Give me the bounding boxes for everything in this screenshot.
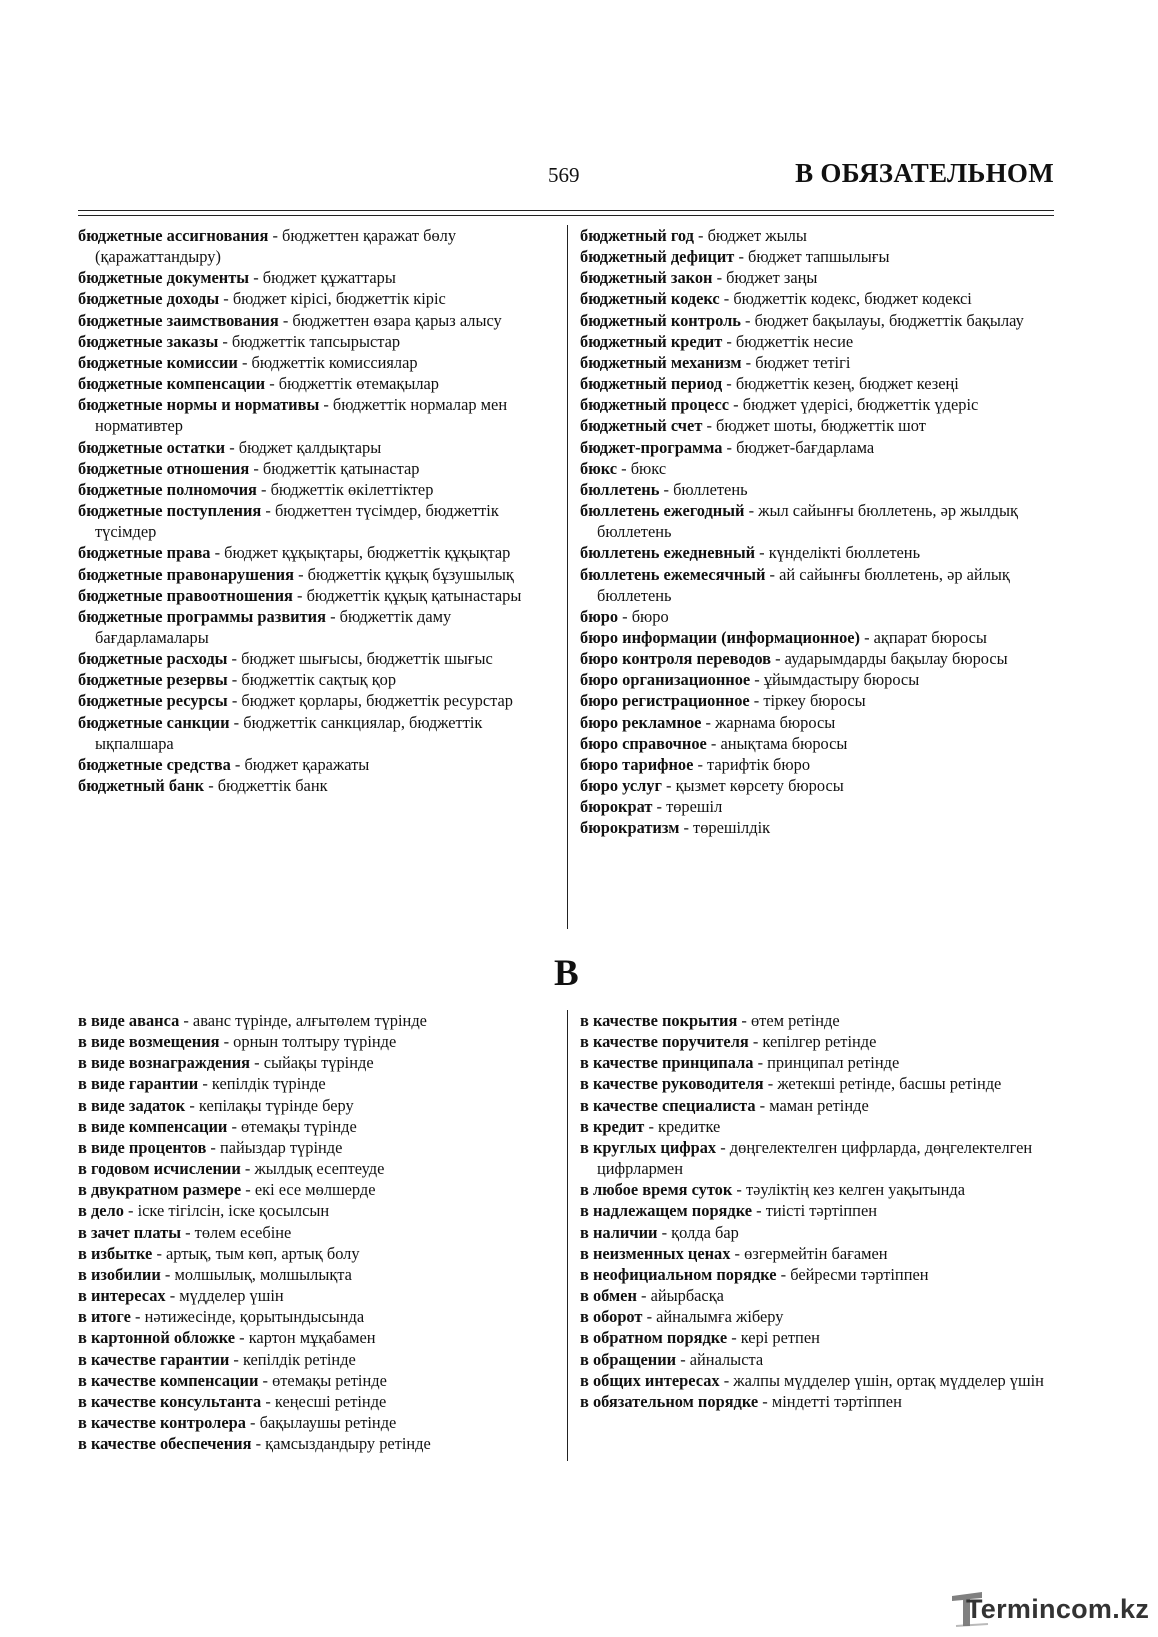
- entry-definition: аударымдарды бақылау бюросы: [784, 649, 1008, 669]
- dictionary-entry: бюджетные полномочия - бюджеттік өкілеттіктер: [78, 479, 434, 499]
- entry-term: бюкс: [580, 458, 618, 478]
- entry-term: в обмен: [580, 1286, 637, 1306]
- dictionary-entry: бюджетные резервы - бюджеттік сақтық қор: [78, 670, 397, 690]
- dictionary-entry: бюджетные ассигнования - бюджеттен қаражат бөлу (қаражаттандыру): [78, 226, 457, 267]
- entry-definition: тәуліктің кез келген уақытында: [745, 1180, 966, 1200]
- dictionary-entry: бюджетные ресурсы - бюджет қорлары, бюджеттік ресурстар: [78, 691, 513, 711]
- dictionary-entry: в обмен - айырбасқа: [580, 1286, 724, 1306]
- dictionary-entry: в надлежащем порядке - тиісті тәртіппен: [580, 1201, 877, 1221]
- entry-term: бюджетные заказы: [78, 331, 219, 351]
- entry-definition: бюджет кірісі, бюджеттік кіріс: [232, 289, 446, 309]
- dictionary-entry: бюджетный закон - бюджет заңы: [580, 268, 818, 288]
- dictionary-entry: в качестве принципала - принципал ретінде: [580, 1053, 900, 1073]
- dictionary-entry: бюджетные отношения - бюджеттік қатынастар: [78, 458, 420, 478]
- entry-term: бюджетные ассигнования: [78, 226, 269, 245]
- entry-term: в виде возмещения: [78, 1032, 220, 1052]
- entry-definition: бейресми тәртіппен: [790, 1264, 929, 1284]
- dictionary-entry: бюджетный механизм - бюджет тетігі: [580, 352, 851, 372]
- entry-definition: тиісті тәртіппен: [765, 1201, 877, 1221]
- dictionary-entry: бюджетные права - бюджет құқықтары, бюджеттік құқықтар: [78, 543, 511, 563]
- dictionary-entry: бюджет-программа - бюджет-бағдарлама: [580, 437, 875, 457]
- entry-term: бюро информации (информационное): [580, 627, 860, 647]
- entry-term: бюро контроля переводов: [580, 649, 772, 669]
- entry-term: бюджетные санкции: [78, 712, 230, 732]
- header-rule-thin: [78, 215, 1054, 216]
- dictionary-entry: бюро - бюро: [580, 606, 669, 626]
- entry-term: бюджетные резервы: [78, 670, 228, 690]
- dictionary-entry: бюджетные санкции - бюджеттік санкциялар, бюджеттік ықпалшара: [78, 712, 483, 753]
- column-divider-bottom: [567, 1010, 568, 1461]
- entry-definition: бюджеттік нормалар мен нормативтер: [95, 395, 508, 436]
- entry-term: бюджетные средства: [78, 754, 231, 774]
- entry-term: в качестве руководителя: [580, 1074, 764, 1094]
- entry-definition: бюджет қорлары, бюджеттік ресурстар: [241, 691, 513, 711]
- entry-term: бюджетный год: [580, 226, 694, 245]
- dictionary-entry: бюллетень ежедневный - күнделікті бюллетень: [580, 543, 921, 563]
- dictionary-entry: бюрократ - төрешіл: [580, 797, 723, 817]
- dictionary-entry: бюллетень ежегодный - жыл сайынғы бюллетень, әр жылдық бюллетень: [580, 501, 1018, 542]
- dictionary-entry: в избытке - артық, тым көп, артық болу: [78, 1243, 360, 1263]
- entry-term: бюллетень: [580, 479, 660, 499]
- entry-term: в обратном порядке: [580, 1328, 728, 1348]
- entry-term: бюджетный дефицит: [580, 247, 735, 267]
- entry-term: в виде процентов: [78, 1137, 207, 1157]
- dictionary-entry: бюджетные заимствования - бюджеттен өзара қарыз алысу: [78, 310, 502, 330]
- entry-term: бюджетный период: [580, 374, 723, 394]
- entry-definition: кредитке: [658, 1116, 721, 1136]
- dictionary-entry: бюро контроля переводов - аударымдарды бақылау бюросы: [580, 649, 1008, 669]
- dictionary-entry: бюрократизм - төрешілдік: [580, 818, 771, 838]
- entry-term: бюллетень ежедневный: [580, 543, 756, 563]
- entry-term: бюро: [580, 606, 619, 626]
- dictionary-entry: в неизменных ценах - өзгермейтін бағамен: [580, 1243, 888, 1263]
- entry-term: в зачет платы: [78, 1222, 182, 1242]
- entry-definition: дөңгелектелген цифрларда, дөңгелектелген цифрлармен: [597, 1137, 1033, 1179]
- entry-term: бюджетный счет: [580, 416, 703, 436]
- entry-term: в любое время суток: [580, 1180, 733, 1200]
- entry-term: в виде компенсации: [78, 1116, 228, 1136]
- entry-term: бюджетные компенсации: [78, 374, 266, 394]
- entry-definition: бюджеттен қаражат бөлу (қаражаттандыру): [95, 226, 457, 267]
- entry-term: в качестве обеспечения: [78, 1434, 252, 1454]
- entry-definition: күнделікті бюллетень: [768, 543, 921, 563]
- entry-definition: аванс түрінде, алғытөлем түрінде: [192, 1011, 427, 1030]
- entry-term: бюджетные доходы: [78, 289, 220, 309]
- dictionary-entry: в качестве руководителя - жетекші ретінде, басшы ретінде: [580, 1074, 1002, 1094]
- dictionary-entry: бюджетные программы развития - бюджеттік даму бағдарламалары: [78, 606, 452, 647]
- entry-definition: айналымға жіберу: [656, 1307, 784, 1327]
- entry-term: бюллетень ежегодный: [580, 501, 745, 521]
- dictionary-entry: в обязательном порядке - міндетті тәртіппен: [580, 1391, 902, 1411]
- dictionary-entry: бюджетные средства - бюджет қаражаты: [78, 754, 370, 774]
- dictionary-entry: бюджетные правоотношения - бюджеттік құқық қатынастары: [78, 585, 522, 605]
- entry-term: в качестве принципала: [580, 1053, 754, 1073]
- dictionary-entry: в общих интересах - жалпы мүдделер үшін, ортақ мүдделер үшін: [580, 1370, 1044, 1390]
- dictionary-entry: в качестве гарантии - кепілдік ретінде: [78, 1349, 356, 1369]
- entry-definition: міндетті тәртіппен: [771, 1391, 902, 1411]
- dictionary-entry: бюджетные расходы - бюджет шығысы, бюджеттік шығыс: [78, 649, 493, 669]
- entry-term: в виде вознаграждения: [78, 1053, 251, 1073]
- entry-definition: бюджеттік құқық бұзушылық: [307, 564, 514, 584]
- entry-term: в обращении: [580, 1349, 677, 1369]
- entry-definition: өтем ретінде: [750, 1011, 840, 1030]
- dictionary-entry: бюджетный кодекс - бюджеттік кодекс, бюджет кодексі: [580, 289, 972, 309]
- dictionary-entry: бюджетные заказы - бюджеттік тапсырыстар: [78, 331, 401, 351]
- dictionary-entry: в годовом исчислении - жылдық есептеуде: [78, 1159, 385, 1179]
- entry-definition: айналыста: [689, 1349, 764, 1369]
- dictionary-entry: бюджетные правонарушения - бюджеттік құқық бұзушылық: [78, 564, 514, 584]
- entry-definition: айырбасқа: [650, 1286, 724, 1306]
- entry-definition: бюджеттік өтемақылар: [278, 374, 439, 394]
- entry-term: бюджетные нормы и нормативы: [78, 395, 320, 415]
- dictionary-entry: бюджетные компенсации - бюджеттік өтемақылар: [78, 374, 439, 394]
- entry-term: в качестве специалиста: [580, 1095, 756, 1115]
- dictionary-entry: в зачет платы - төлем есебіне: [78, 1222, 292, 1242]
- dictionary-entry: в качестве специалиста - маман ретінде: [580, 1095, 869, 1115]
- entry-term: бюджет-программа: [580, 437, 723, 457]
- entry-term: в обязательном порядке: [580, 1391, 759, 1411]
- dictionary-entry: в виде процентов - пайыздар түрінде: [78, 1137, 343, 1157]
- entry-definition: іске тігілсін, іске қосылсын: [137, 1201, 330, 1221]
- column-left-top: [78, 225, 553, 796]
- dictionary-entry: бюро организационное - ұйымдастыру бюросы: [580, 670, 920, 690]
- entry-term: в виде аванса: [78, 1011, 180, 1030]
- entry-term: бюрократизм: [580, 818, 680, 838]
- dictionary-entry: в изобилии - молшылық, молшылықта: [78, 1264, 352, 1284]
- dictionary-entry: в виде задаток - кепілақы түрінде беру: [78, 1095, 354, 1115]
- entry-definition: бюджеттік құқық қатынастары: [306, 585, 522, 605]
- entry-term: бюрократ: [580, 797, 653, 817]
- dictionary-entry: бюро регистрационное - тіркеу бюросы: [580, 691, 866, 711]
- entry-definition: бюджеттік санкциялар, бюджеттік ықпалшара: [95, 712, 483, 753]
- entry-definition: бюджет құқықтары, бюджеттік құқықтар: [224, 543, 511, 563]
- dictionary-entry: бюро информации (информационное) - ақпарат бюросы: [580, 627, 987, 647]
- entry-term: бюджетные права: [78, 543, 211, 563]
- entry-definition: жетекші ретінде, басшы ретінде: [777, 1074, 1002, 1094]
- entry-definition: пайыздар түрінде: [219, 1137, 343, 1157]
- entry-term: в качестве поручителя: [580, 1032, 749, 1052]
- entry-definition: бюджеттік кодекс, бюджет кодексі: [733, 289, 972, 309]
- dictionary-entry: в виде компенсации - өтемақы түрінде: [78, 1116, 357, 1136]
- entry-term: в оборот: [580, 1307, 643, 1327]
- entry-term: бюджетные правонарушения: [78, 564, 294, 584]
- dictionary-entry: бюро услуг - қызмет көрсету бюросы: [580, 776, 844, 796]
- entry-definition: жарнама бюросы: [715, 712, 836, 732]
- column-left-bottom: [78, 1010, 553, 1454]
- watermark-logo: [948, 1586, 1148, 1632]
- dictionary-entry: бюджетный год - бюджет жылы: [580, 226, 807, 245]
- entry-term: бюро тарифное: [580, 754, 694, 774]
- dictionary-entry: в неофициальном порядке - бейресми тәртіппен: [580, 1264, 929, 1284]
- dictionary-entry: бюджетный кредит - бюджеттік несие: [580, 331, 854, 351]
- dictionary-entry: в наличии - қолда бар: [580, 1222, 739, 1242]
- dictionary-entry: бюджетные доходы - бюджет кірісі, бюджеттік кіріс: [78, 289, 446, 309]
- entry-definition: бюджет тапшылығы: [748, 247, 890, 267]
- entry-definition: өзгермейтін бағамен: [744, 1243, 888, 1263]
- dictionary-entry: в кредит - кредитке: [580, 1116, 721, 1136]
- entry-term: в общих интересах: [580, 1370, 720, 1390]
- entry-term: в виде задаток: [78, 1095, 186, 1115]
- entry-definition: кері ретпен: [740, 1328, 820, 1348]
- dictionary-entry: бюджетные документы - бюджет құжаттары: [78, 268, 396, 288]
- entry-term: в круглых цифрах: [580, 1137, 717, 1157]
- entry-definition: жылдық есептеуде: [254, 1159, 385, 1179]
- entry-term: в изобилии: [78, 1264, 161, 1284]
- entry-term: бюллетень ежемесячный: [580, 564, 766, 584]
- dictionary-entry: бюджетные поступления - бюджеттен түсімдер, бюджеттік түсімдер: [78, 501, 499, 542]
- entry-definition: төрешіл: [666, 797, 723, 817]
- entry-definition: бюджеттік өкілеттіктер: [270, 479, 434, 499]
- entry-definition: бюджет жылы: [707, 226, 807, 245]
- entry-term: бюджетный кодекс: [580, 289, 720, 309]
- dictionary-entry: бюро справочное - анықтама бюросы: [580, 733, 848, 753]
- entry-definition: сыйақы түрінде: [263, 1053, 374, 1073]
- entry-term: в качестве консультанта: [78, 1391, 262, 1411]
- entry-definition: мүдделер үшін: [179, 1286, 284, 1306]
- entry-definition: бюджет-бағдарлама: [736, 437, 875, 457]
- entry-term: бюджетные расходы: [78, 649, 228, 669]
- entry-term: бюджетные поступления: [78, 501, 262, 521]
- entry-term: бюро рекламное: [580, 712, 702, 732]
- entry-term: в итоге: [78, 1307, 131, 1327]
- entry-term: в наличии: [580, 1222, 658, 1242]
- entry-term: в двукратном размере: [78, 1180, 242, 1200]
- entry-definition: кепілгер ретінде: [762, 1032, 877, 1052]
- entry-term: бюджетный механизм: [580, 352, 742, 372]
- dictionary-entry: в виде вознаграждения - сыйақы түрінде: [78, 1053, 374, 1073]
- dictionary-entry: в оборот - айналымға жіберу: [580, 1307, 784, 1327]
- entry-definition: молшылық, молшылықта: [174, 1264, 352, 1284]
- dictionary-entry: бюджетный счет - бюджет шоты, бюджеттік шот: [580, 416, 926, 436]
- entry-definition: бюджеттен өзара қарыз алысу: [292, 310, 502, 330]
- entry-term: бюджетный банк: [78, 776, 205, 796]
- entry-definition: бюджет құжаттары: [262, 268, 396, 288]
- dictionary-entry: бюджетный дефицит - бюджет тапшылығы: [580, 247, 890, 267]
- dictionary-entry: бюллетень - бюллетень: [580, 479, 748, 499]
- entry-term: бюро услуг: [580, 776, 662, 796]
- entry-term: бюро справочное: [580, 733, 707, 753]
- entry-definition: бюджеттік кезең, бюджет кезеңі: [735, 374, 959, 394]
- dictionary-entry: в качестве контролера - бақылаушы ретінде: [78, 1412, 397, 1432]
- dictionary-entry: в качестве консультанта - кеңесші ретінде: [78, 1391, 387, 1411]
- dictionary-entry: в обратном порядке - кері ретпен: [580, 1328, 820, 1348]
- entry-definition: ай сайынғы бюллетень, әр айлық бюллетень: [597, 564, 1010, 605]
- entry-definition: кеңесші ретінде: [274, 1391, 387, 1411]
- dictionary-entry: в двукратном размере - екі есе мөлшерде: [78, 1180, 376, 1200]
- dictionary-entry: бюллетень ежемесячный - ай сайынғы бюллетень, әр айлық бюллетень: [580, 564, 1010, 605]
- entry-definition: төлем есебіне: [194, 1222, 292, 1242]
- dictionary-entry: бюджетный период - бюджеттік кезең, бюджет кезеңі: [580, 374, 959, 394]
- dictionary-entry: в обращении - айналыста: [580, 1349, 764, 1369]
- entry-definition: қолда бар: [671, 1222, 739, 1242]
- dictionary-entry: в качестве покрытия - өтем ретінде: [580, 1011, 840, 1030]
- entry-definition: бюллетень: [673, 479, 748, 499]
- dictionary-entry: бюро рекламное - жарнама бюросы: [580, 712, 836, 732]
- entry-definition: жалпы мүдделер үшін, ортақ мүдделер үшін: [733, 1370, 1044, 1390]
- entry-term: бюджетный процесс: [580, 395, 730, 415]
- entry-term: в качестве контролера: [78, 1412, 246, 1432]
- entry-definition: кепілақы түрінде беру: [198, 1095, 354, 1115]
- entry-definition: анықтама бюросы: [720, 733, 848, 753]
- entry-definition: төрешілдік: [693, 818, 771, 838]
- dictionary-entry: в качестве поручителя - кепілгер ретінде: [580, 1032, 877, 1052]
- column-right-top: [580, 225, 1050, 839]
- entry-definition: ұйымдастыру бюросы: [763, 670, 920, 690]
- dictionary-entry: бюро тарифное - тарифтік бюро: [580, 754, 811, 774]
- entry-definition: бюджет заңы: [726, 268, 818, 288]
- entry-definition: маман ретінде: [769, 1095, 869, 1115]
- entry-definition: орнын толтыру түрінде: [233, 1032, 397, 1052]
- entry-definition: бюджет қаражаты: [244, 754, 370, 774]
- entry-definition: бюджеттен түсімдер, бюджеттік түсімдер: [95, 501, 499, 542]
- entry-definition: картон мұқабамен: [248, 1328, 376, 1348]
- entry-term: в неофициальном порядке: [580, 1264, 777, 1284]
- entry-definition: артық, тым көп, артық болу: [166, 1243, 360, 1263]
- entry-term: бюджетные правоотношения: [78, 585, 293, 605]
- entry-definition: принципал ретінде: [767, 1053, 900, 1073]
- dictionary-entry: в качестве обеспечения - қамсыздандыру ретінде: [78, 1434, 431, 1454]
- entry-definition: бюджет бақылауы, бюджеттік бақылау: [754, 310, 1024, 330]
- dictionary-entry: в качестве компенсации - өтемақы ретінде: [78, 1370, 387, 1390]
- entry-term: в избытке: [78, 1243, 153, 1263]
- entry-definition: бюджеттік банк: [217, 776, 328, 796]
- entry-definition: бюджеттік даму бағдарламалары: [95, 606, 452, 647]
- entry-term: бюджетные полномочия: [78, 479, 257, 499]
- entry-term: в кредит: [580, 1116, 645, 1136]
- entry-term: в надлежащем порядке: [580, 1201, 753, 1221]
- entry-definition: бюджеттік қатынастар: [262, 458, 420, 478]
- entry-term: в качестве гарантии: [78, 1349, 230, 1369]
- entry-term: в виде гарантии: [78, 1074, 199, 1094]
- entry-term: в неизменных ценах: [580, 1243, 731, 1263]
- entry-term: бюджетные документы: [78, 268, 250, 288]
- entry-definition: бюджет шығысы, бюджеттік шығыс: [241, 649, 493, 669]
- entry-definition: бюджеттік комиссиялар: [251, 352, 418, 372]
- dictionary-entry: бюджетный процесс - бюджет үдерісі, бюджеттік үдеріс: [580, 395, 979, 415]
- entry-definition: бюкс: [630, 458, 667, 478]
- entry-term: бюджетные заимствования: [78, 310, 279, 330]
- dictionary-entry: в интересах - мүдделер үшін: [78, 1286, 284, 1306]
- dictionary-entry: в виде аванса - аванс түрінде, алғытөлем түрінде: [78, 1011, 427, 1030]
- dictionary-entry: бюджетные остатки - бюджет қалдықтары: [78, 437, 382, 457]
- entry-definition: бюджет шоты, бюджеттік шот: [716, 416, 926, 436]
- dictionary-entry: в итоге - нәтижесінде, қорытындысында: [78, 1307, 365, 1327]
- entry-definition: қызмет көрсету бюросы: [675, 776, 844, 796]
- entry-term: бюджетные программы развития: [78, 606, 326, 626]
- dictionary-entry: бюджетный банк - бюджеттік банк: [78, 776, 328, 796]
- entry-definition: өтемақы түрінде: [241, 1116, 357, 1136]
- entry-definition: нәтижесінде, қорытындысында: [144, 1307, 365, 1327]
- entry-term: бюджетный закон: [580, 268, 713, 288]
- entry-definition: кепілдік ретінде: [242, 1349, 356, 1369]
- entry-term: бюджетные комиссии: [78, 352, 238, 372]
- column-divider-top: [567, 225, 568, 929]
- section-letter: В: [554, 953, 579, 994]
- entry-term: бюджетные остатки: [78, 437, 226, 457]
- column-right-bottom: [580, 1010, 1050, 1412]
- entry-term: бюджетный кредит: [580, 331, 723, 351]
- entry-definition: бюджеттік тапсырыстар: [231, 331, 401, 351]
- entry-term: в дело: [78, 1201, 124, 1221]
- entry-term: бюджетный контроль: [580, 310, 741, 330]
- dictionary-entry: бюджетный контроль - бюджет бақылауы, бюджеттік бақылау: [580, 310, 1024, 330]
- dictionary-entry: в виде гарантии - кепілдік түрінде: [78, 1074, 326, 1094]
- entry-term: в качестве компенсации: [78, 1370, 259, 1390]
- entry-definition: бюджет қалдықтары: [238, 437, 382, 457]
- header-rule: [78, 210, 1054, 211]
- entry-term: в качестве покрытия: [580, 1011, 738, 1030]
- page-number: 569: [548, 163, 580, 187]
- entry-definition: бюджет үдерісі, бюджеттік үдеріс: [742, 395, 979, 415]
- entry-term: в интересах: [78, 1286, 166, 1306]
- entry-term: бюро организационное: [580, 670, 751, 690]
- entry-definition: екі есе мөлшерде: [254, 1180, 376, 1200]
- entry-definition: тіркеу бюросы: [763, 691, 866, 711]
- entry-definition: тарифтік бюро: [707, 754, 811, 774]
- entry-term: бюджетные отношения: [78, 458, 250, 478]
- entry-definition: бюджеттік несие: [735, 331, 854, 351]
- dictionary-entry: в картонной обложке - картон мұқабамен: [78, 1328, 376, 1348]
- dictionary-entry: бюджетные нормы и нормативы - бюджеттік нормалар мен нормативтер: [78, 395, 508, 436]
- entry-definition: бюро: [631, 606, 669, 626]
- entry-definition: қамсыздандыру ретінде: [265, 1434, 431, 1454]
- entry-definition: бақылаушы ретінде: [259, 1412, 397, 1432]
- entry-definition: бюджеттік сақтық қор: [241, 670, 397, 690]
- entry-definition: кепілдік түрінде: [211, 1074, 326, 1094]
- dictionary-entry: в круглых цифрах - дөңгелектелген цифрларда, дөңгелектелген цифрлармен: [580, 1137, 1033, 1179]
- dictionary-entry: в любое время суток - тәуліктің кез келген уақытында: [580, 1180, 966, 1200]
- entry-definition: өтемақы ретінде: [272, 1370, 387, 1390]
- running-head: В ОБЯЗАТЕЛЬНОМ: [795, 158, 1054, 188]
- entry-definition: жыл сайынғы бюллетень, әр жылдық бюллетень: [597, 501, 1018, 542]
- entry-definition: ақпарат бюросы: [873, 627, 987, 647]
- dictionary-entry: бюкс - бюкс: [580, 458, 667, 478]
- entry-term: бюджетные ресурсы: [78, 691, 228, 711]
- entry-definition: бюджет тетігі: [755, 352, 851, 372]
- dictionary-entry: бюджетные комиссии - бюджеттік комиссиялар: [78, 352, 418, 372]
- entry-term: в картонной обложке: [78, 1328, 236, 1348]
- entry-term: в годовом исчислении: [78, 1159, 241, 1179]
- entry-term: бюро регистрационное: [580, 691, 750, 711]
- watermark-text: Termincom.kz: [966, 1594, 1150, 1624]
- dictionary-entry: в дело - іске тігілсін, іске қосылсын: [78, 1201, 330, 1221]
- dictionary-entry: в виде возмещения - орнын толтыру түрінде: [78, 1032, 397, 1052]
